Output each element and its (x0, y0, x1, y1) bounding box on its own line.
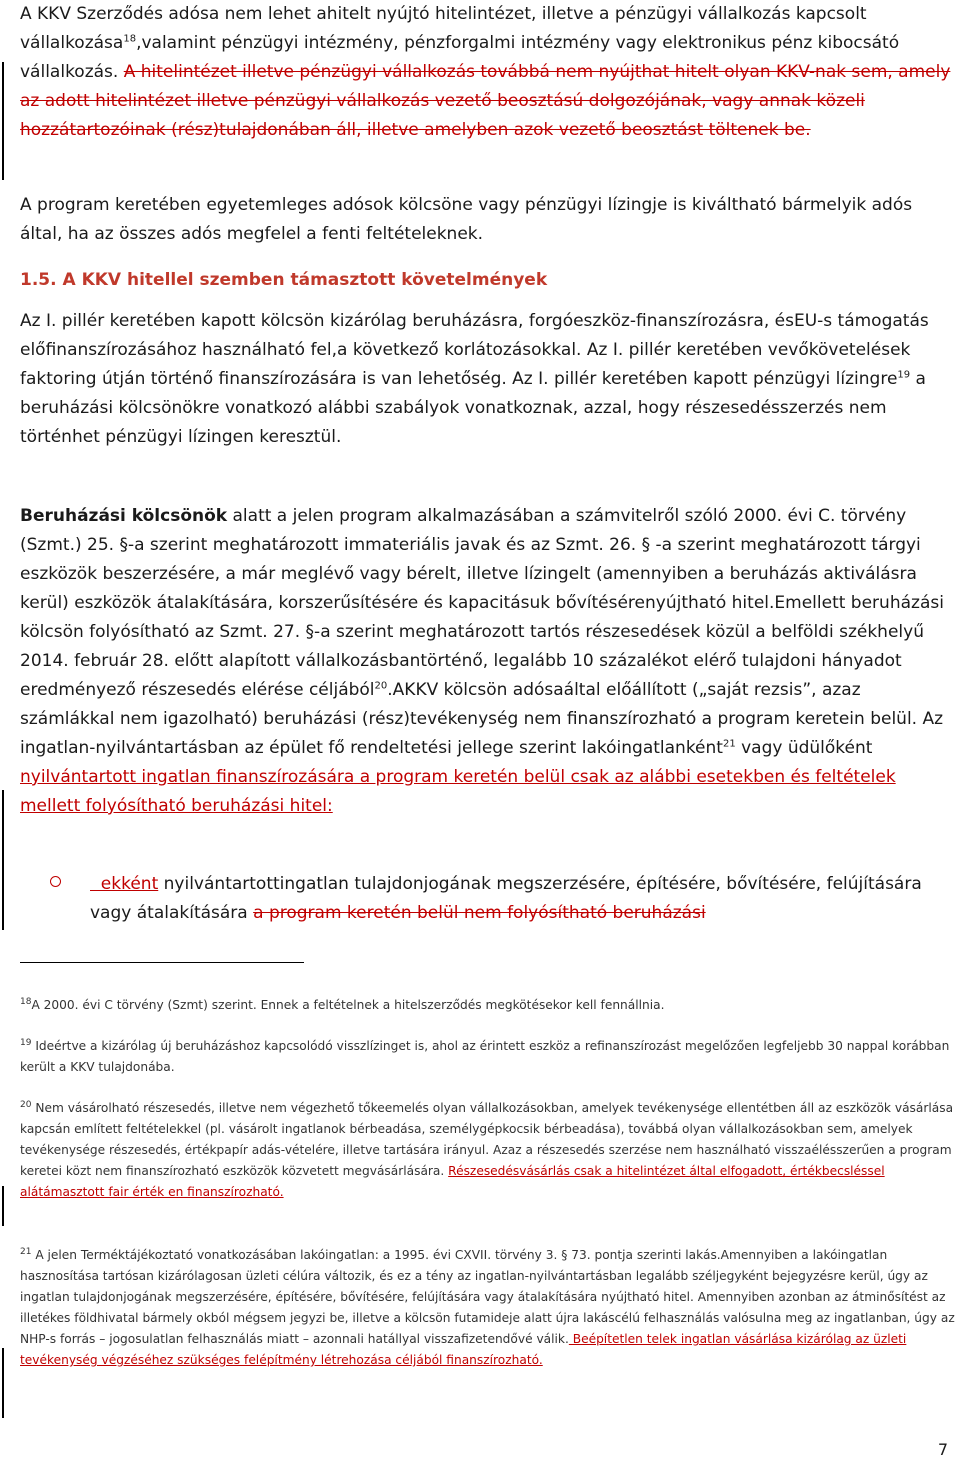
deleted-text: A hitelintézet illetve pénzügyi vállalkozás továbbá nem nyújthat hitelt olyan KKV-nak sem, amely az adott hitelintézet illetve pénzügyi vállalkozás vezető beosztású dolgozójának, vagy annak közeli hozzátartozóinak (rész)tulajdonában áll, illetve amelyben azok vezető beosztást töltenek be. (20, 62, 951, 140)
paragraph-requirements: Az I. pillér keretében kapott kölcsön kizárólag beruházásra, forgóeszköz-finanszírozásra, ésEU-s támogatás előfinanszírozásához használható fel,a következő korlátozásokkal. Az I. pillér keretében vevőkövetelések faktoring útján történő finanszírozására is van lehetőség. Az I. pillér keretében kapott pénzügyi lízingre$^{19}$ a beruházási kölcsönökre vonatkozó alábbi szabályok vonatkoznak, azzal, hogy részesedésszerzés nem történhet pénzügyi lízingen keresztül. (20, 311, 929, 447)
page-number: 7 (937, 1440, 948, 1459)
inserted-text: ekként (90, 874, 159, 894)
footnote-ref-20[interactable]: 20 (374, 680, 388, 692)
inserted-text: Beépítetlen telek ingatlan vásárlása kizárólag az üzleti tevékenység végzéséhez szükséges felépítmény létrehozása céljából finanszírozható. (20, 1332, 907, 1367)
inserted-text: Részesedésvásárlás csak a hitelintézet által elfogadott, értékbecsléssel alátámasztott fair érték en finanszírozható. (20, 1164, 885, 1199)
paragraph-debtor-eligibility: A KKV Szerződés adósa nem lehet ahitelt nyújtó hitelintézet, illetve a pénzügyi vállalkozás kapcsolt vállalkozása$^{18}$,valamint pénzügyi intézmény, pénzforgalmi intézmény vagy elektronikus pénz kibocsátó vállalkozás. A hitelintézet illetve pénzügyi vállalkozás továbbá nem nyújthat hitelt olyan KKV-nak sem, amely az adott hitelintézet illetve pénzügyi vállalkozás vezető beosztású dolgozójának, vagy annak közeli hozzátartozóinak (rész)tulajdonában áll, illetve amelyben azok vezető beosztást töltenek be. (20, 4, 951, 140)
change-bar (2, 790, 4, 930)
deleted-text: a program keretén belül nem folyósítható beruházási (253, 903, 706, 923)
footnote-ref-21[interactable]: 21 (722, 738, 736, 750)
list-item: ekként nyilvántartottingatlan tulajdonjogának megszerzésére, építésére, bővítésére, felújítására vagy átalakítására a program keretén belül nem folyósítható beruházási (90, 874, 922, 923)
footnote-20: $^{20}$ Nem vásárolható részesedés, illetve nem végezhető tőkeemelés olyan vállalkozásokban, amelyek tevékenysége ellentétben áll az eszközök vásárlása kapcsán említett feltételekkel (pl. vásárolt ingatlanok bérbeadása, személygépkocsik bérbeadása), továbbá olyan vállalkozásokban sem, amelyek tevékenysége részesedés, értékpapír adás-vételére, illetve tartására irányul. Azaz a részesedés szerzése nem használható visszaélésszerűen a program keretei közt nem finanszírozható eszközök közvetett megvásárlására. Részesedésvásárlás csak a hitelintézet által elfogadott, értékbecsléssel alátámasztott fair érték en finanszírozható. (20, 1099, 954, 1199)
footnote-separator (20, 962, 304, 963)
section-heading: 1.5. A KKV hitellel szemben támasztott követelmények (20, 270, 548, 290)
footnote-ref-18[interactable]: 18 (123, 33, 137, 45)
footnote-ref-19[interactable]: 19 (897, 369, 911, 381)
change-bar (2, 1348, 4, 1418)
paragraph-joint-debtors: A program keretében egyetemleges adósok kölcsöne vagy pénzügyi lízingje is kiváltható bármelyik adós által, ha az összes adós megfelel a fenti feltételeknek. (20, 195, 913, 244)
paragraph-investment-loans: Beruházási kölcsönök alatt a jelen program alkalmazásában a számvitelről szóló 2000. évi C. törvény (Szmt.) 25. §-a szerint meghatározott immateriális javak és az Szmt. 26. § -a szerint meghatározott tárgyi eszközök beszerzésére, a már meglévő vagy bérelt, illetve lízingelt (amennyiben a beruházás aktiválásra kerül) eszközök átalakítására, korszerűsítésére és kapacitásuk bővítésérenyújtható hitel.Emellett beruházási kölcsön folyósítható az Szmt. 27. §-a szerint meghatározott tartós részesedések közül a belföldi székhelyű 2014. február 28. előtt alapított vállalkozásbantörténő, legalább 10 százalékot elérő tulajdoni hányadot eredményező részesedés elérése céljából$^{20}$.AKKV kölcsön adósaáltal előállított („saját rezsis”, azaz számlákkal nem igazolható) beruházási (rész)tevékenység nem finanszírozható a program keretein belül. Az ingatlan-nyilvántartásban az épület fő rendeltetési jellege szerint lakóingatlanként$^{21}$ vagy üdülőként nyilvántartott ingatlan finanszírozására a program keretén belül csak az alábbi esetekben és feltételek mellett folyósítható beruházási hitel: (20, 506, 944, 816)
bullet-icon (50, 876, 61, 887)
footnote-19: $^{19}$ Ideértve a kizárólag új beruházáshoz kapcsolódó visszlízinget is, ahol az érintett eszköz a refinanszírozást megelőzően legfeljebb 30 nappal korábban került a KKV tulajdonába. (20, 1037, 950, 1074)
inserted-text: nyilvántartott ingatlan finanszírozására a program keretén belül csak az alábbi esetekben és feltételek mellett folyósítható beruházási hitel: (20, 767, 896, 816)
change-bar (2, 62, 4, 180)
footnote-21: $^{21}$ A jelen Terméktájékoztató vonatkozásában lakóingatlan: a 1995. évi CXVII. törvény 3. § 73. pontja szerinti lakás.Amennyiben a lakóingatlan hasznosítása tartósan kizárólagosan üzleti célúra változik, és ez a tény az ingatlan-nyilvántartásban legalább széljegyként bejegyzésre kerül, úgy az ingatlan tulajdonjogának megszerzésére, építésére, bővítésére, felújítására vagy átalakítására nyújtható hitel. Amennyiben azonban az átminősítést az illetékes földhivatal bármely okból mégsem jegyzi be, illetve a kölcsön futamideje alatt újra lakáscélú felhasználás valósulna meg az ingatlanban, úgy az NHP-s forrás – jogosulatlan felhasználás miatt – azonnali hatállyal visszafizetendővé válik. Beépítetlen telek ingatlan vásárlása kizárólag az üzleti tevékenység végzéséhez szükséges felépítmény létrehozása céljából finanszírozható. (20, 1246, 955, 1367)
change-bar (2, 1186, 4, 1226)
footnote-18: $^{18}$A 2000. évi C törvény (Szmt) szerint. Ennek a feltételnek a hitelszerződés megkötésekor kell fennállnia. (20, 996, 665, 1012)
